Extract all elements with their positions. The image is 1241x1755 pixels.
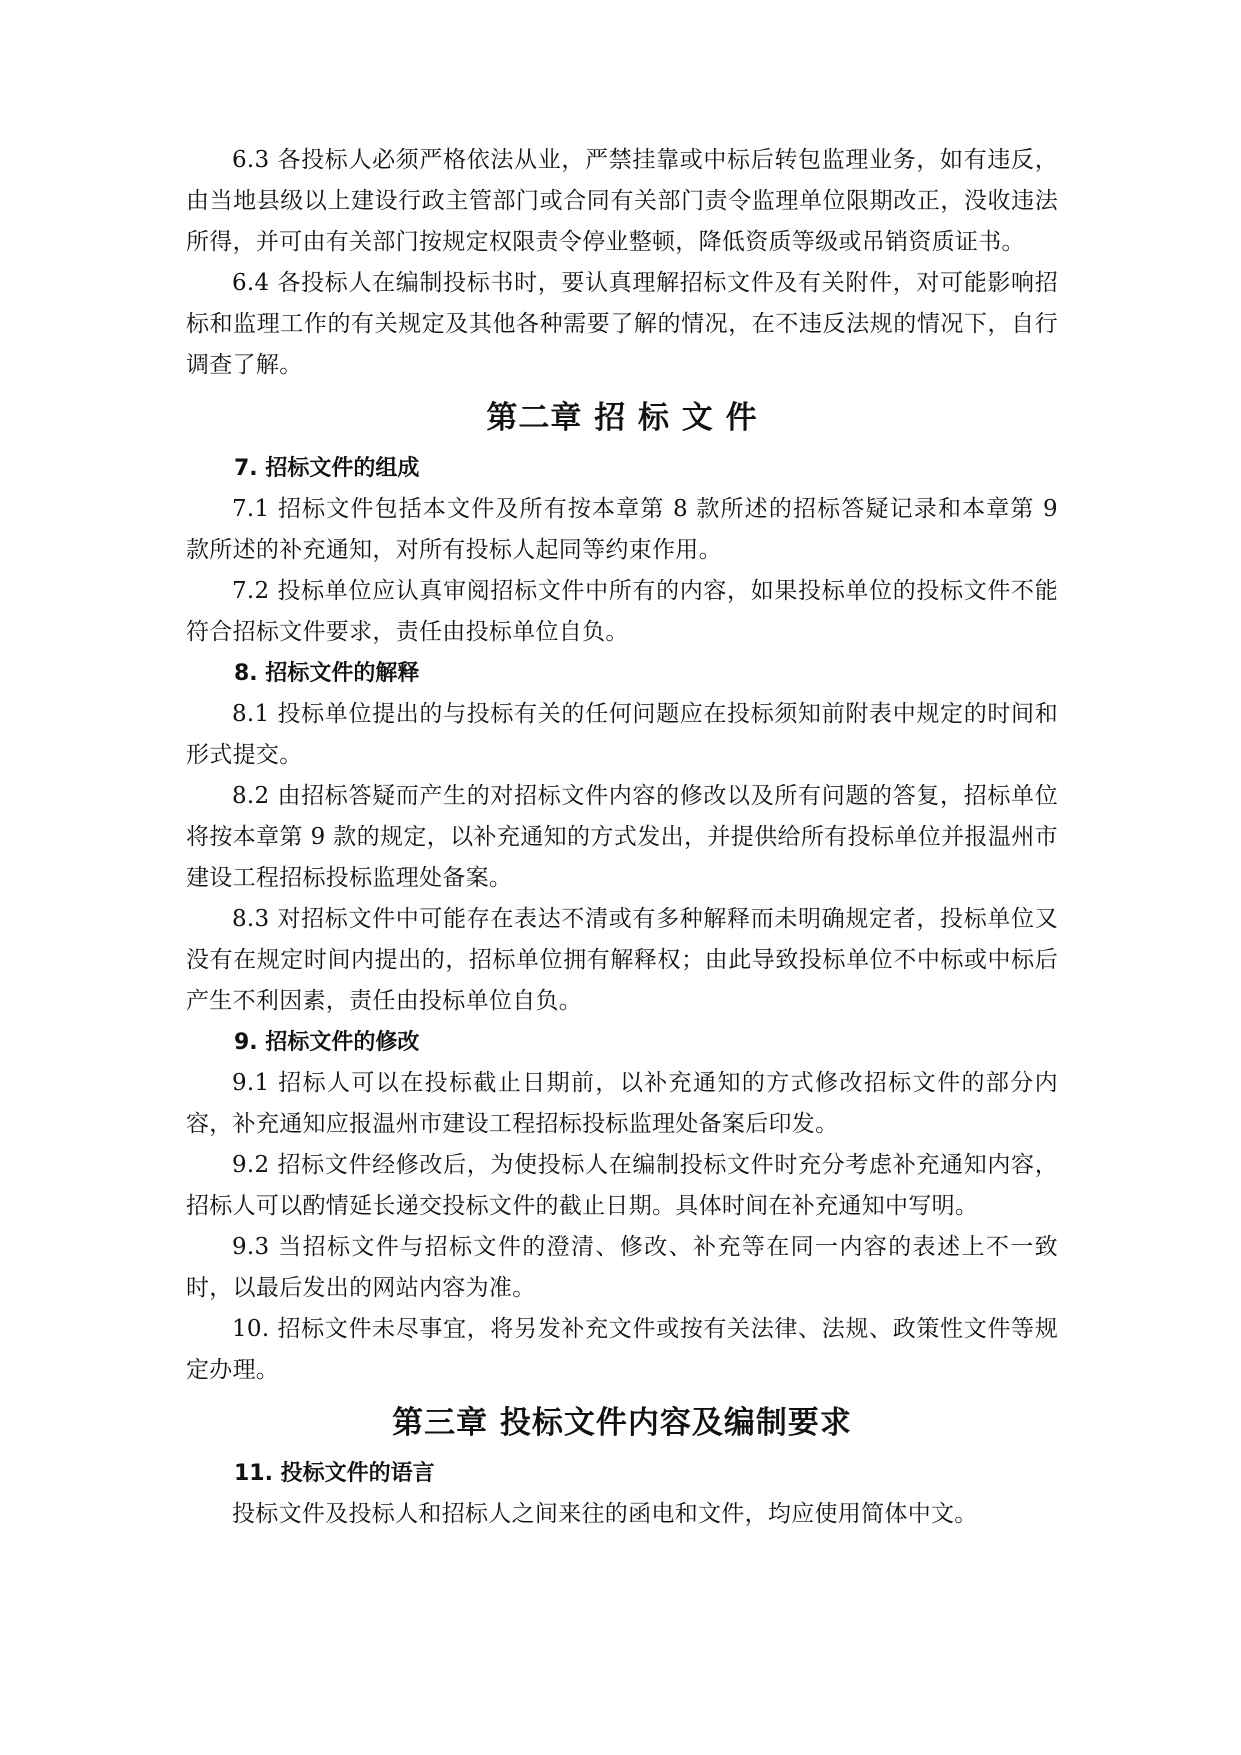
- paragraph-9-1: 9.1 招标人可以在投标截止日期前，以补充通知的方式修改招标文件的部分内容，补充通知应报温州市建设工程招标投标监理处备案后印发。: [186, 1070, 1058, 1137]
- paragraph-6-3: 6.3 各投标人必须严格依法从业，严禁挂靠或中标后转包监理业务，如有违反，由当地县级以上建设行政主管部门或合同有关部门责令监理单位限期改正，没收违法所得，并可由有关部门按规定权限责令停业整顿，降低资质等级或吊销资质证书。: [186, 147, 1058, 255]
- section-heading-9: 9. 招标文件的修改: [234, 1030, 420, 1055]
- paragraph-8-2: 8.2 由招标答疑而产生的对招标文件内容的修改以及所有问题的答复，招标单位将按本章第 9 款的规定，以补充通知的方式发出，并提供给所有投标单位并报温州市建设工程招标投标监理处备案。: [186, 783, 1058, 891]
- paragraph-9-3: 9.3 当招标文件与招标文件的澄清、修改、补充等在同一内容的表述上不一致时，以最后发出的网站内容为准。: [186, 1234, 1058, 1301]
- chapter-heading-2: 第二章 招 标 文 件: [486, 400, 758, 436]
- paragraph-7-1: 7.1 招标文件包括本文件及所有按本章第 8 款所述的招标答疑记录和本章第 9 款所述的补充通知，对所有投标人起同等约束作用。: [186, 496, 1058, 563]
- paragraph-8-1: 8.1 投标单位提出的与投标有关的任何问题应在投标须知前附表中规定的时间和形式提交。: [186, 701, 1058, 768]
- paragraph-7-2: 7.2 投标单位应认真审阅招标文件中所有的内容，如果投标单位的投标文件不能符合招标文件要求，责任由投标单位自负。: [186, 578, 1058, 645]
- paragraph-6-4: 6.4 各投标人在编制投标书时，要认真理解招标文件及有关附件，对可能影响招标和监理工作的有关规定及其他各种需要了解的情况，在不违反法规的情况下，自行调查了解。: [186, 270, 1058, 378]
- document-page: [186, 140, 1058, 1535]
- section-heading-8: 8. 招标文件的解释: [234, 661, 420, 686]
- paragraph-8-3: 8.3 对招标文件中可能存在表达不清或有多种解释而未明确规定者，投标单位又没有在规定时间内提出的，招标单位拥有解释权；由此导致投标单位不中标或中标后产生不利因素，责任由投标单位自负。: [186, 906, 1058, 1014]
- section-heading-7: 7. 招标文件的组成: [234, 456, 420, 481]
- paragraph-10: 10. 招标文件未尽事宜，将另发补充文件或按有关法律、法规、政策性文件等规定办理。: [186, 1316, 1058, 1383]
- paragraph-11: 投标文件及投标人和招标人之间来往的函电和文件，均应使用简体中文。: [232, 1501, 978, 1527]
- section-heading-11: 11. 投标文件的语言: [234, 1461, 435, 1486]
- paragraph-9-2: 9.2 招标文件经修改后，为使投标人在编制投标文件时充分考虑补充通知内容，招标人可以酌情延长递交投标文件的截止日期。具体时间在补充通知中写明。: [186, 1152, 1058, 1219]
- chapter-heading-3: 第三章 投标文件内容及编制要求: [392, 1405, 852, 1441]
